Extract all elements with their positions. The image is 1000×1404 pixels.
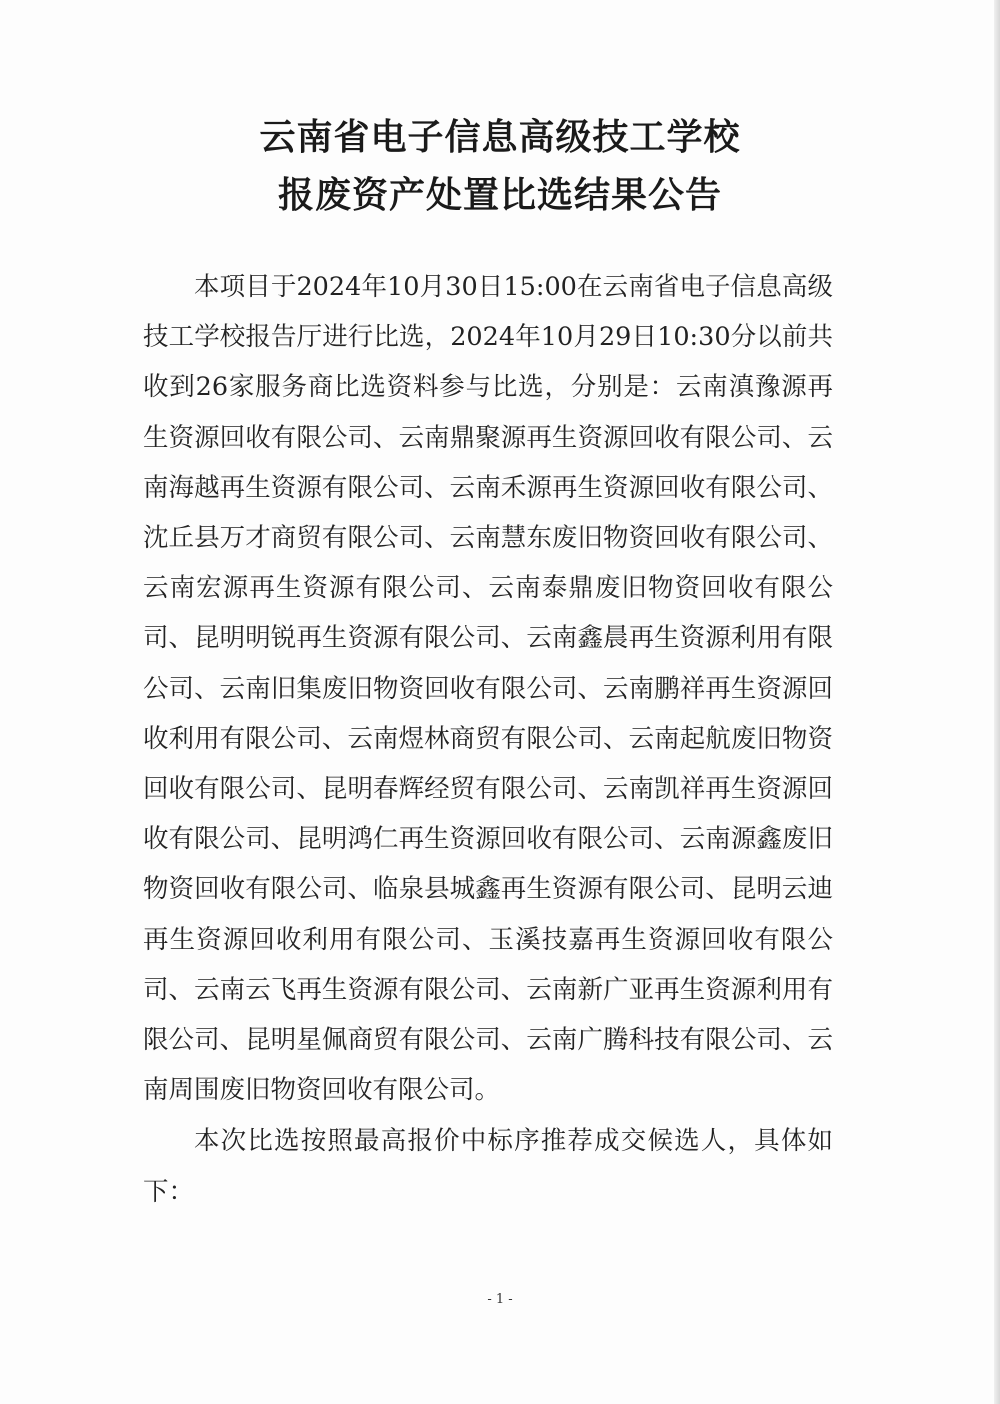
page-number: - 1 - bbox=[487, 1292, 513, 1307]
paragraph-selection-method: 本次比选按照最高报价中标序推荐成交候选人，具体如下： bbox=[143, 1126, 833, 1207]
document-title bbox=[0, 108, 1000, 224]
document-body bbox=[143, 262, 833, 1217]
title-line-1: 云南省电子信息高级技工学校 bbox=[259, 116, 741, 158]
paragraph-bidders: 本项目于2024年10月30日15:00在云南省电子信息高级技工学校报告厅进行比选，2024年10月29日10:30分以前共收到26家服务商比选资料参与比选，分别是：云南滇豫源再生资源回收有限公司、云南鼎聚源再生资源回收有限公司、云南海越再生资源有限公司、云南禾源再生资源回收有限公司、沈丘县万才商贸有限公司、云南慧东废旧物资回收有限公司、云南宏源再生资源有限公司、云南泰鼎废旧物资回收有限公司、昆明明锐再生资源有限公司、云南鑫晨再生资源利用有限公司、云南旧集废旧物资回收有限公司、云南鹏祥再生资源回收利用有限公司、云南煜林商贸有限公司、云南起航废旧物资回收有限公司、昆明春辉经贸有限公司、云南凯祥再生资源回收有限公司、昆明鸿仁再生资源回收有限公司、云南源鑫废旧物资回收有限公司、临泉县城鑫再生资源有限公司、昆明云迪再生资源回收利用有限公司、玉溪技嘉再生资源回收有限公司、云南云飞再生资源有限公司、云南新广亚再生资源利用有限公司、昆明星佩商贸有限公司、云南广腾科技有限公司、云南周围废旧物资回收有限公司。 bbox=[143, 272, 833, 1106]
title-line-2: 报废资产处置比选结果公告 bbox=[277, 174, 722, 216]
